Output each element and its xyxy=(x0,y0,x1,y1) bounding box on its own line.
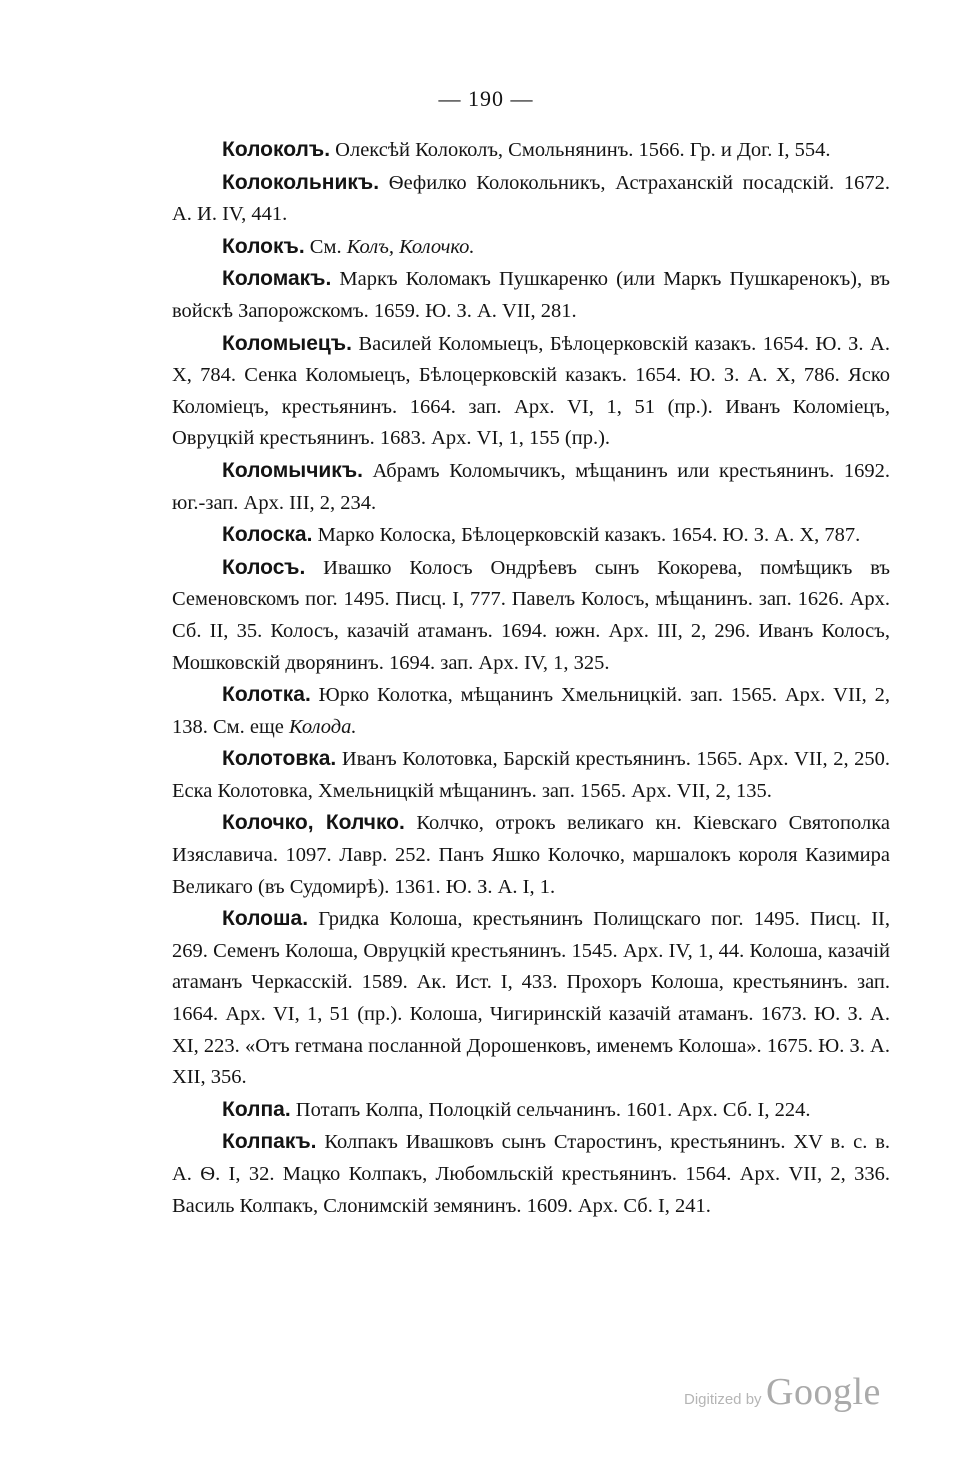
entry-text: Маркъ Коломакъ Пушкаренко (или Маркъ Пушкаренокъ), въ войскѣ Запорожскомъ. 1659. Ю. З. А. VII, 281. xyxy=(172,268,890,322)
dictionary-entry xyxy=(172,903,890,1094)
dictionary-entry xyxy=(172,519,890,552)
dictionary-entry xyxy=(172,743,890,807)
dictionary-entry xyxy=(172,328,890,455)
entry-headword: Колоша. xyxy=(222,907,309,931)
entry-headword: Коломакъ. xyxy=(222,267,332,291)
entry-text: Ивашко Колосъ Ондрѣевъ сынъ Кокорева, помѣщикъ въ Семеновскомъ пог. 1495. Писц. I, 777. Павелъ Колосъ, мѣщанинъ. зап. 1626. Арх. Сб. II, 35. Колосъ, казачій атаманъ. 1694. южн. Арх. III, 2, 296. Иванъ Колосъ, Мошковскій дворянинъ. 1694. зап. Арх. IV, 1, 325. xyxy=(172,556,890,674)
entry-headword: Колоска. xyxy=(222,523,313,547)
entry-text: Ѳефилко Колокольникъ, Астраханскій посадскій. 1672. А. И. IV, 441. xyxy=(172,171,890,226)
entry-text: Колпакъ Ивашковъ сынъ Старостинъ, крестьянинъ. XV в. с. в. А. Ѳ. I, 32. Мацко Колпакъ, Любомльскій крестьянинъ. 1564. Арх. VII, 2, 336. Василь Колпакъ, Слонимскій земянинъ. 1609. Арх. Сб. I, 241. xyxy=(172,1131,890,1217)
entry-text: Колчко, отрокъ великаго кн. Кіевскаго Святополка Изяславича. 1097. Лавр. 252. Панъ Яшко Колочко, маршалокъ короля Казимира Великаго (въ Судомирѣ). 1361. Ю. З. А. I, 1. xyxy=(172,812,890,898)
entry-crossref: Колъ, Колочко. xyxy=(346,235,475,258)
entry-text: Марко Колоска, Бѣлоцерковскій казакъ. 1654. Ю. З. А. X, 787. xyxy=(312,524,861,547)
entry-headword: Колочко, Колчко. xyxy=(222,811,405,835)
dictionary-entry xyxy=(172,1126,890,1222)
entry-text: Василей Коломыецъ, Бѣлоцерковскій казакъ. 1654. Ю. З. А. X, 784. Сенка Коломыецъ, Бѣлоцерковскій казакъ. 1654. Ю. З. А. X, 786. Яско Коломіецъ, крестьянинъ. 1664. зап. Арх. VI, 1, 51 (пр.). Иванъ Коломіецъ, Овруцкій крестьянинъ. 1683. Арх. VI, 1, 155 (пр.). xyxy=(172,332,890,450)
dictionary-entry xyxy=(172,167,890,231)
entry-headword: Колпа. xyxy=(222,1097,291,1121)
dictionary-entry xyxy=(172,679,890,743)
entry-text: Иванъ Колотовка, Барскій крестьянинъ. 1565. Арх. VII, 2, 250. Еска Колотовка, Хмельницкій мѣщанинъ. зап. 1565. Арх. VII, 2, 135. xyxy=(172,748,890,802)
entry-text: Гридка Колоша, крестьянинъ Полищскаго пог. 1495. Писц. II, 269. Семенъ Колоша, Овруцкій крестьянинъ. 1545. Арх. IV, 1, 44. Колоша, казачій атаманъ Черкасскій. 1589. Ак. Ист. I, 433. Прохоръ Колоша, крестьянинъ. зап. 1664. Арх. VI, 1, 51 (пр.). Колоша, Чигиринскій казачій атаманъ. 1673. Ю. З. А. XI, 223. «Отъ гетмана посланной Дорошенковъ, именемъ Колоша». 1675. Ю. З. А. XII, 356. xyxy=(172,908,890,1089)
entry-crossref: Колода. xyxy=(289,715,357,738)
google-logo: Google xyxy=(766,1371,881,1413)
dictionary-entry xyxy=(172,455,890,519)
entry-text: См. xyxy=(304,235,347,258)
entry-text: Юрко Колотка, мѣщанинъ Хмельницкій. зап. 1565. Арх. VII, 2, 138. См. еще xyxy=(172,684,890,738)
entry-text: Абрамъ Коломычикъ, мѣщанинъ или крестьянинъ. 1692. юг.-зап. Арх. III, 2, 234. xyxy=(172,459,890,514)
digitized-watermark xyxy=(684,1370,881,1414)
entry-text: Потапъ Колпа, Полоцкій сельчанинъ. 1601. Арх. Сб. I, 224. xyxy=(290,1098,811,1121)
entry-headword: Колотовка. xyxy=(222,747,337,771)
entry-headword: Коломычикъ. xyxy=(222,458,363,482)
dictionary-entry xyxy=(172,231,890,264)
dictionary-entry xyxy=(172,552,890,679)
page-number: — 190 — xyxy=(438,86,534,111)
entry-headword: Колоколъ. xyxy=(222,138,331,161)
dictionary-entry xyxy=(172,134,890,167)
entry-headword: Колокъ. xyxy=(222,234,305,258)
entry-headword: Колокольникъ. xyxy=(222,170,380,194)
entry-headword: Колосъ. xyxy=(222,555,306,579)
dictionary-entry xyxy=(172,807,890,903)
dictionary-entry xyxy=(172,263,890,327)
entry-headword: Колотка. xyxy=(222,683,311,707)
dictionary-entry xyxy=(172,1094,890,1127)
dictionary-entries xyxy=(172,134,890,1222)
watermark-prefix: Digitized by xyxy=(684,1391,762,1408)
entry-headword: Колпакъ. xyxy=(222,1130,317,1154)
entry-headword: Коломыецъ. xyxy=(222,331,352,355)
entry-text: Олексѣй Колоколъ, Смольнянинъ. 1566. Гр. и Дог. I, 554. xyxy=(330,139,831,161)
